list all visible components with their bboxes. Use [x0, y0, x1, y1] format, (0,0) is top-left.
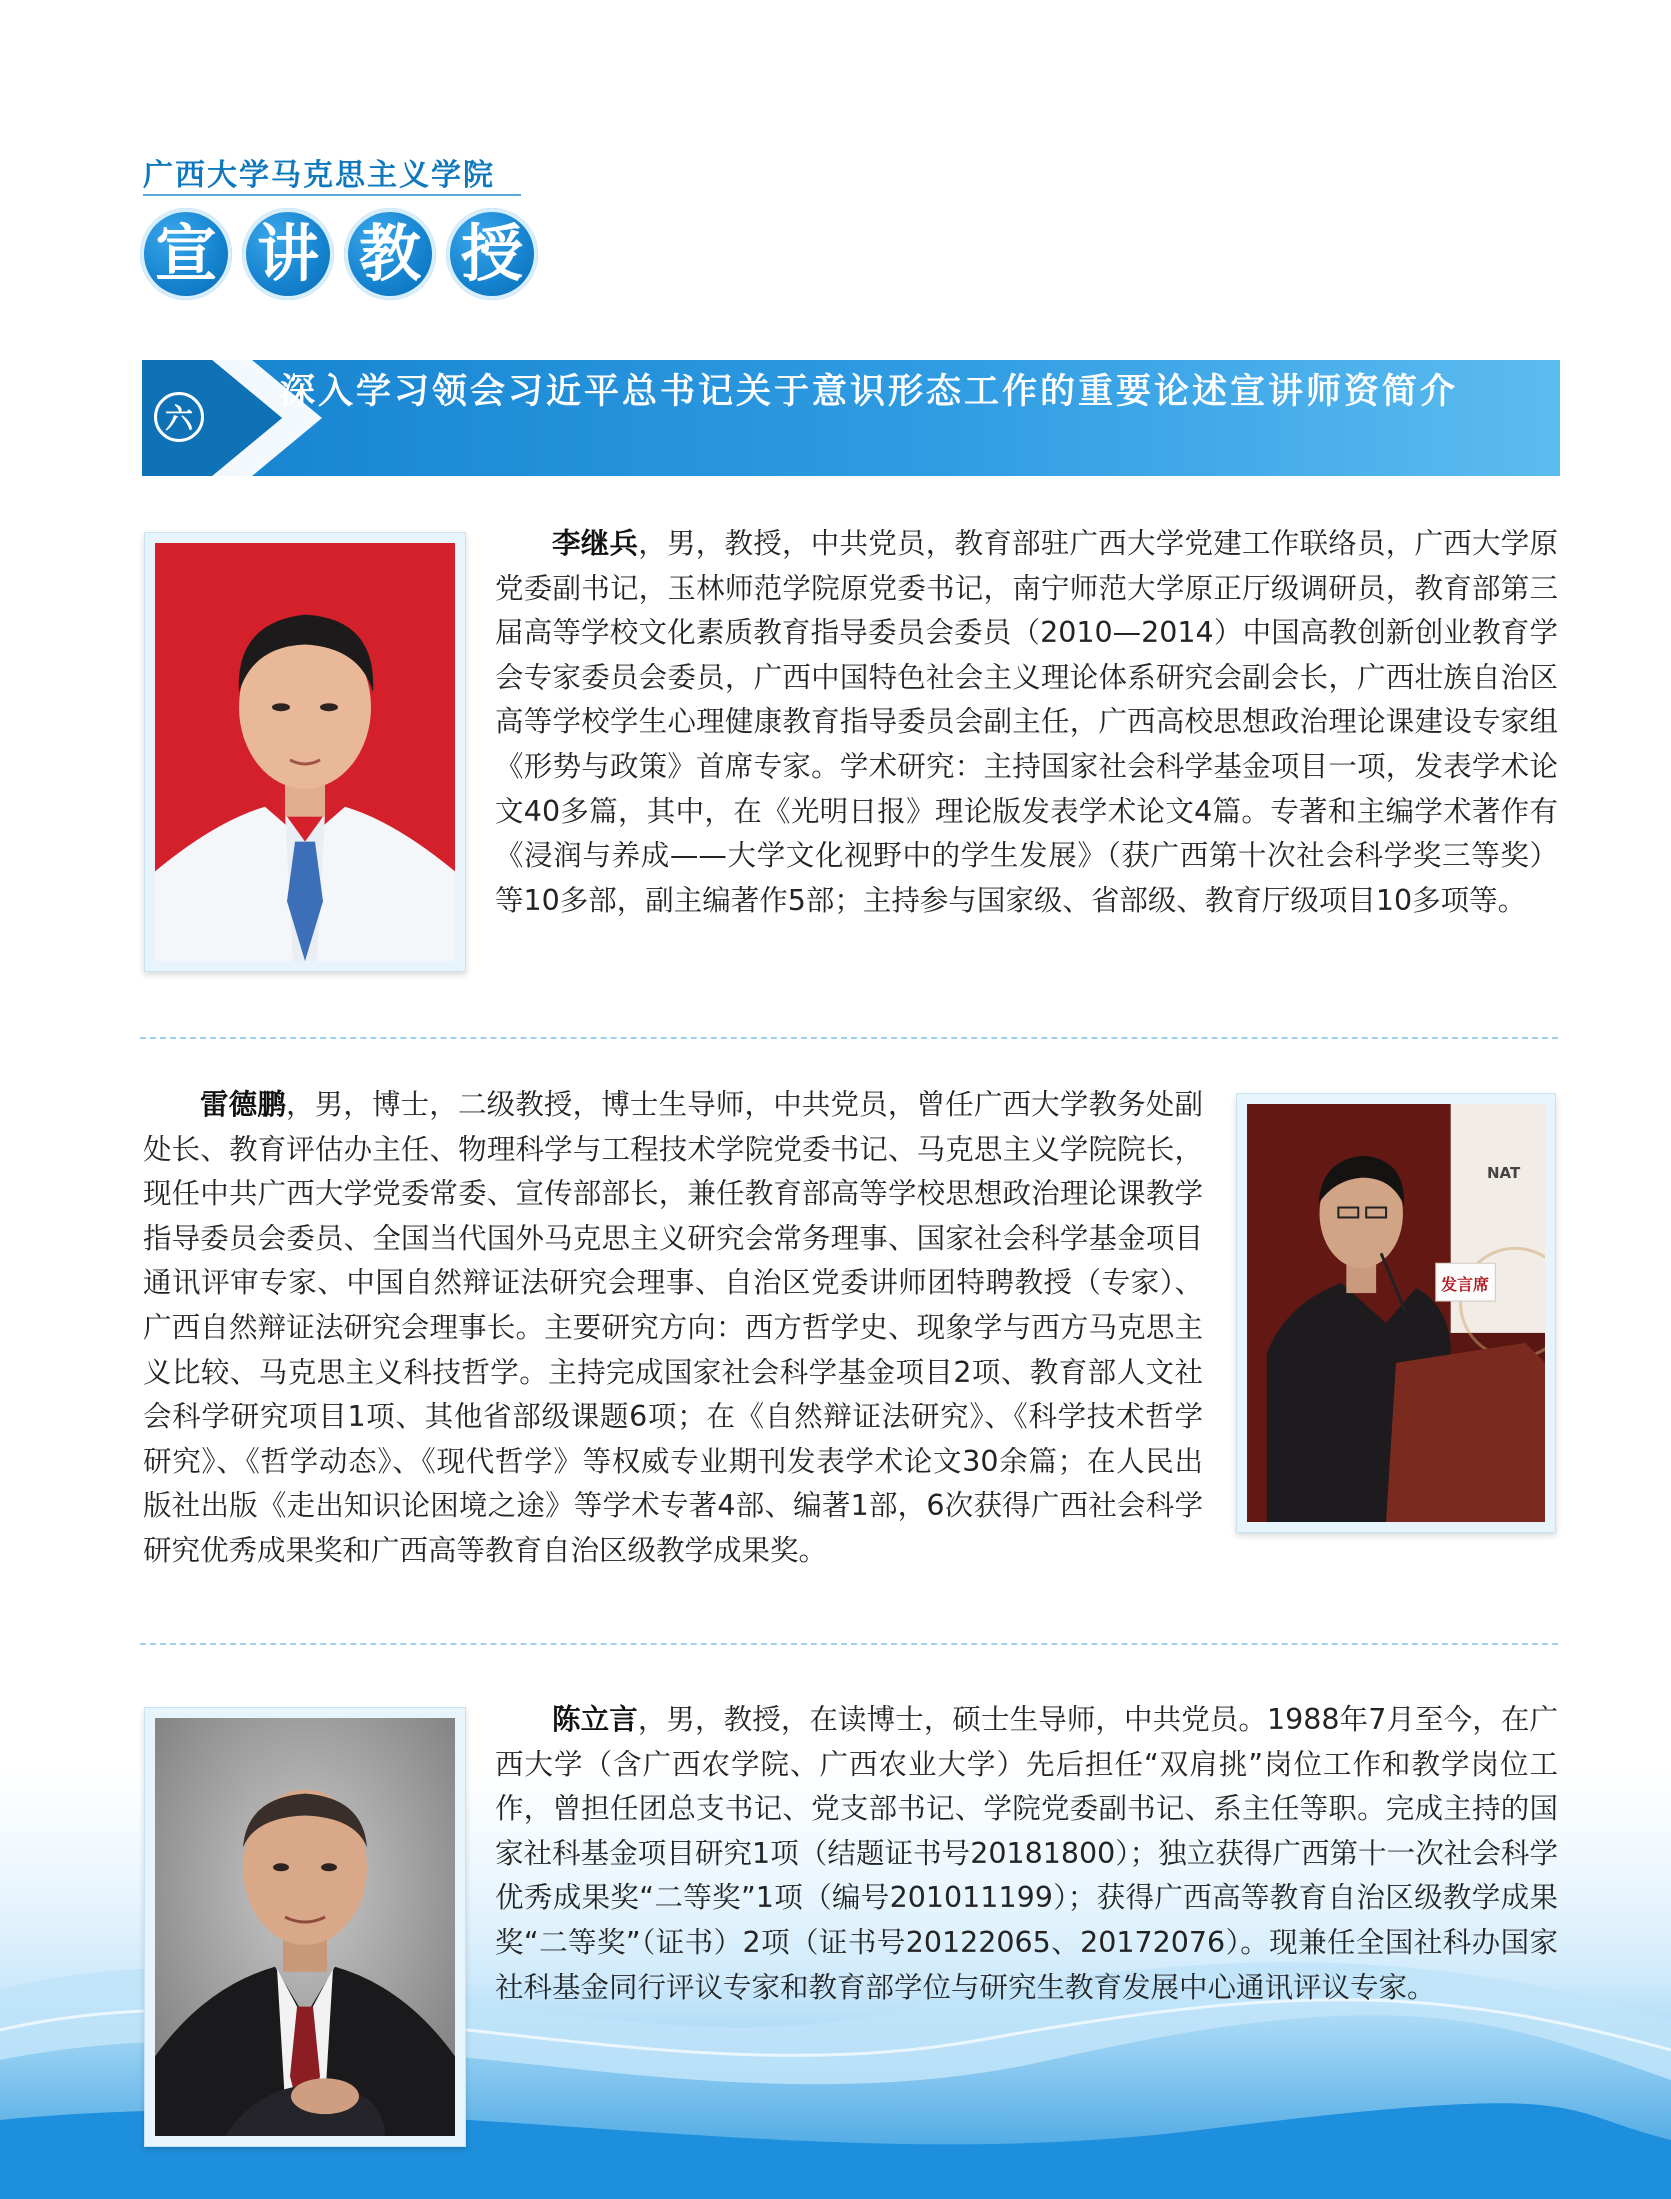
- profile-photo: [1236, 1093, 1556, 1533]
- backdrop-text: NAT: [1487, 1164, 1521, 1182]
- section-banner: [142, 360, 1560, 476]
- profile-text: ，男，教授，中共党员，教育部驻广西大学党建工作联络员，广西大学原党委副书记，玉林师范学院原党委书记，南宁师范大学原正厅级调研员，教育部第三届高等学校文化素质教育指导委员会委员（2010—2014）中国高教创新创业教育学会专家委员会委员，广西中国特色社会主义理论体系研究会副会长，广西壮族自治区高等学校学生心理健康教育指导委员会副主任，广西高校思想政治理论课建设专家组《形势与政策》首席专家。学术研究：主持国家社会科学基金项目一项，发表学术论文40多篇，其中，在《光明日报》理论版发表学术论文4篇。专著和主编学术著作有《浸润与养成——大学文化视野中的学生发展》（获广西第十次社会科学奖三等奖）等10多部，副主编著作5部；主持参与国家级、省部级、教育厅级项目10多项等。: [495, 527, 1558, 917]
- org-name-underline: [143, 194, 521, 196]
- profile-name: 雷德鹏: [200, 1088, 286, 1121]
- profile-photo: [144, 532, 466, 972]
- profile-bio: [495, 1698, 1558, 2010]
- title-badge: 宣: [140, 208, 232, 300]
- title-badge: 讲: [242, 208, 334, 300]
- title-badge: 教: [344, 208, 436, 300]
- profile-bio: [143, 1083, 1203, 1574]
- section-title: 深入学习领会习近平总书记关于意识形态工作的重要论述宣讲师资简介: [280, 372, 1459, 412]
- portrait-image: [155, 1718, 455, 2136]
- section-divider: [140, 1037, 1558, 1039]
- profile-bio: [495, 522, 1558, 923]
- profile-name: 李继兵: [552, 527, 639, 560]
- portrait-image: [155, 543, 455, 961]
- section-number: 六: [154, 392, 204, 442]
- title-badge: 授: [446, 208, 538, 300]
- podium-sign: 发言席: [1440, 1274, 1489, 1294]
- org-name: 广西大学马克思主义学院: [143, 158, 495, 193]
- profile-photo: [144, 1707, 466, 2147]
- title-badges: [140, 208, 538, 300]
- section-divider: [140, 1643, 1558, 1645]
- profile-text: ，男，教授，在读博士，硕士生导师，中共党员。1988年7月至今，在广西大学（含广西农学院、广西农业大学）先后担任“双肩挑”岗位工作和教学岗位工作，曾担任团总支书记、党支部书记、学院党委副书记、系主任等职。完成主持的国家社科基金项目研究1项（结题证书号20181800）；独立获得广西第十一次社会科学优秀成果奖“二等奖”1项（编号201011199）；获得广西高等教育自治区级教学成果奖“二等奖”（证书）2项（证书号20122065、20172076）。现兼任全国社科办国家社科基金同行评议专家和教育部学位与研究生教育发展中心通讯评议专家。: [495, 1703, 1558, 2004]
- profile-name: 陈立言: [552, 1703, 638, 1736]
- profile-text: ，男，博士，二级教授，博士生导师，中共党员，曾任广西大学教务处副处长、教育评估办主任、物理科学与工程技术学院党委书记、马克思主义学院院长，现任中共广西大学党委常委、宣传部部长，兼任教育部高等学校思想政治理论课教学指导委员会委员、全国当代国外马克思主义研究会常务理事、国家社会科学基金项目通讯评审专家、中国自然辩证法研究会理事、自治区党委讲师团特聘教授（专家）、广西自然辩证法研究会理事长。主要研究方向：西方哲学史、现象学与西方马克思主义比较、马克思主义科技哲学。主持完成国家社会科学基金项目2项、教育部人文社会科学研究项目1项、其他省部级课题6项；在《自然辩证法研究》、《科学技术哲学研究》、《哲学动态》、《现代哲学》等权威专业期刊发表学术论文30余篇；在人民出版社出版《走出知识论困境之途》等学术专著4部、编著1部，6次获得广西社会科学研究优秀成果奖和广西高等教育自治区级教学成果奖。: [143, 1088, 1203, 1567]
